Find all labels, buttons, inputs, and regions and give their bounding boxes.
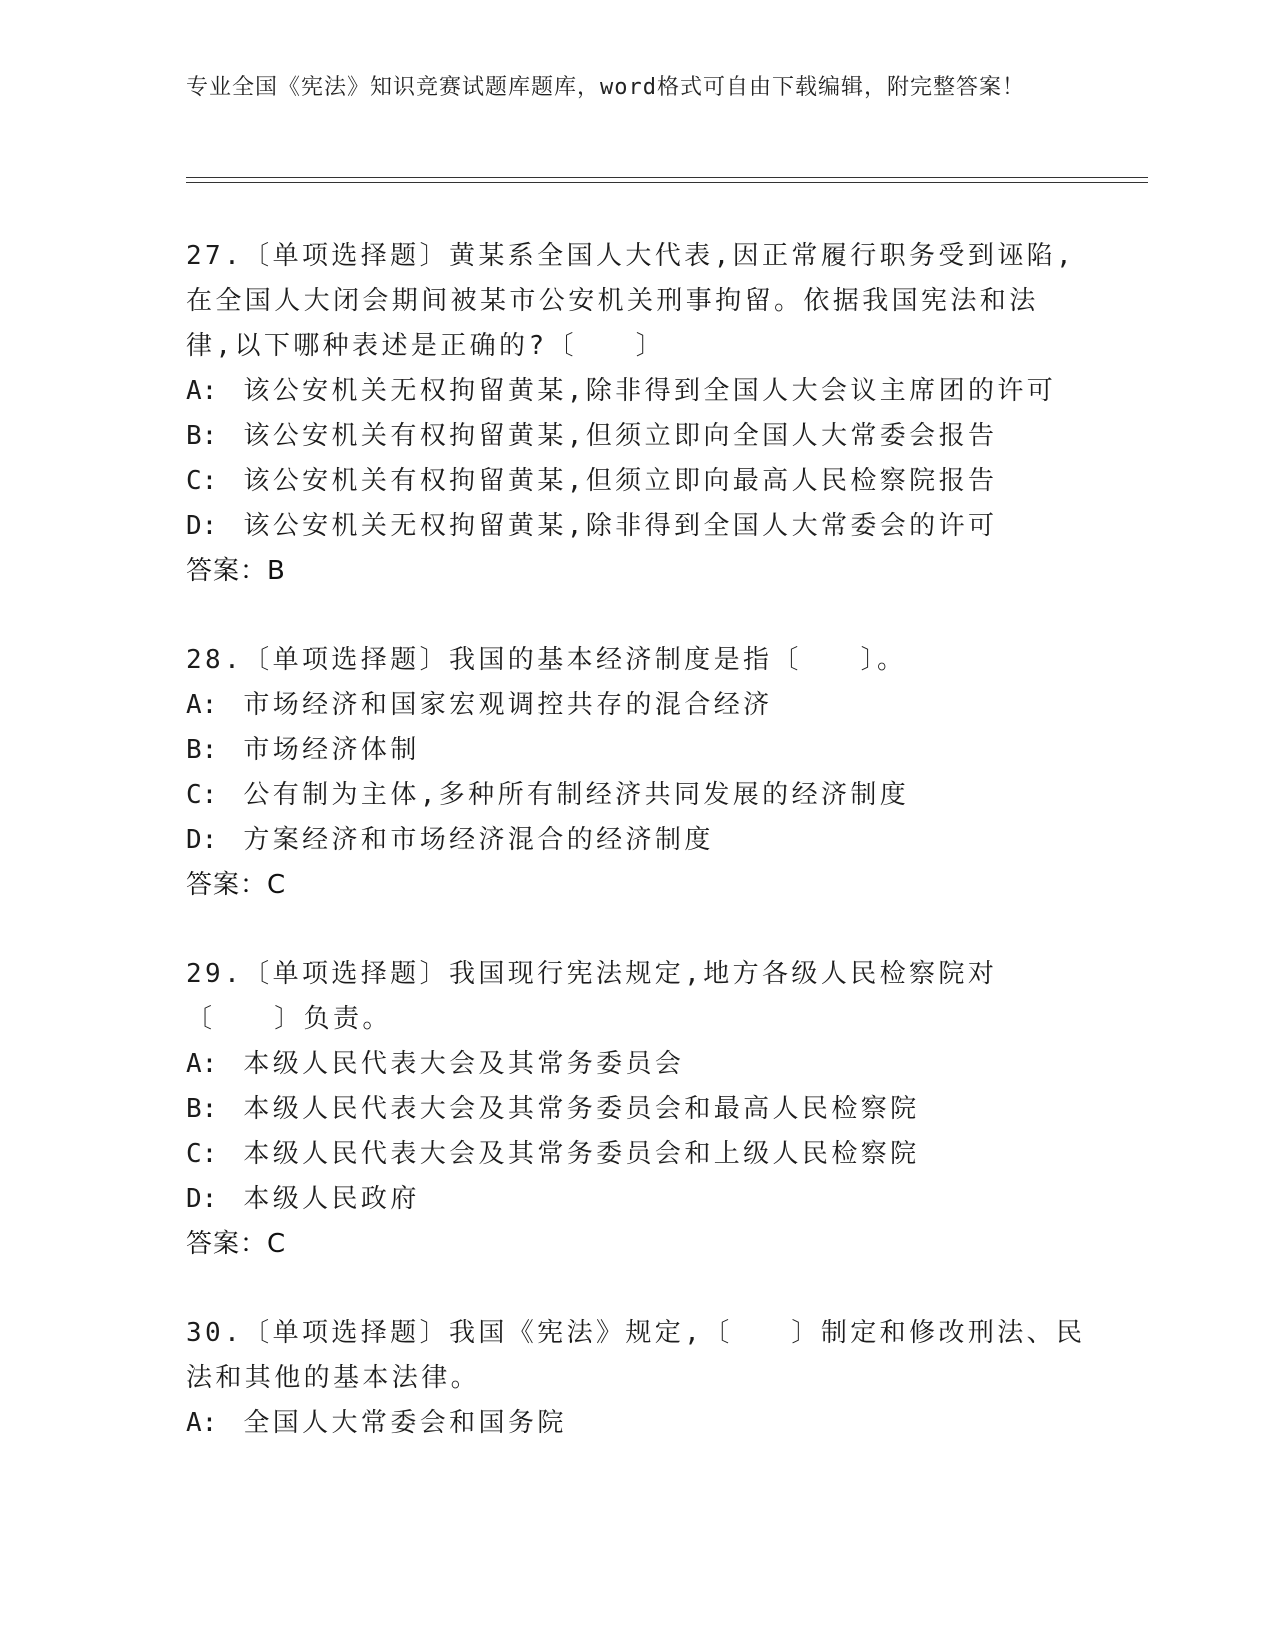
option-a [186,369,1086,414]
document-header: 专业全国《宪法》知识竞赛试题库题库，word格式可自由下载编辑，附完整答案！ [186,75,1025,100]
option-key: C: [186,466,218,496]
question-number: 29. [186,959,244,989]
option-key: A: [186,376,218,406]
question-list [186,234,1086,1490]
option-text: 公有制为主体,多种所有制经济共同发展的经济制度 [243,780,910,810]
question-stem [186,638,1086,683]
option-text: 该公安机关有权拘留黄某,但须立即向最高人民检察院报告 [243,466,998,496]
answer: 答案：C [186,870,287,900]
option-text: 市场经济和国家宏观调控共存的混合经济 [243,690,773,720]
option-a [186,1401,1086,1446]
option-key: D: [186,825,218,855]
header-rule-top [186,177,1148,178]
header-rule-bottom [186,182,1148,183]
option-key: B: [186,735,218,765]
option-text: 该公安机关无权拘留黄某,除非得到全国人大常委会的许可 [243,511,998,541]
option-text: 本级人民代表大会及其常务委员会和最高人民检察院 [243,1094,920,1124]
option-d [186,504,1086,549]
question-30 [186,1311,1086,1446]
question-number: 27. [186,241,244,271]
option-text: 本级人民代表大会及其常务委员会 [243,1049,685,1079]
option-d [186,1177,1086,1222]
question-stem [186,234,1086,369]
option-key: B: [186,1094,218,1124]
question-text: 〔单项选择题〕我国现行宪法规定,地方各级人民检察院对〔 〕负责。 [186,959,998,1034]
option-key: B: [186,421,218,451]
answer: 答案：C [186,1229,287,1259]
question-number: 28. [186,645,244,675]
question-28 [186,638,1086,908]
question-stem [186,952,1086,1042]
option-a [186,683,1086,728]
option-key: A: [186,690,218,720]
option-c [186,773,1086,818]
option-b [186,1087,1086,1132]
option-text: 本级人民政府 [243,1184,420,1214]
option-c [186,459,1086,504]
option-text: 本级人民代表大会及其常务委员会和上级人民检察院 [243,1139,920,1169]
question-text: 〔单项选择题〕我国《宪法》规定,〔 〕制定和修改刑法、民法和其他的基本法律。 [186,1318,1086,1393]
option-key: C: [186,1139,218,1169]
question-stem [186,1311,1086,1401]
option-b [186,414,1086,459]
option-text: 全国人大常委会和国务院 [243,1408,567,1438]
option-a [186,1042,1086,1087]
option-key: A: [186,1408,218,1438]
option-key: A: [186,1049,218,1079]
question-27 [186,234,1086,594]
option-text: 该公安机关无权拘留黄某,除非得到全国人大会议主席团的许可 [243,376,1057,406]
option-key: D: [186,511,218,541]
option-text: 该公安机关有权拘留黄某,但须立即向全国人大常委会报告 [243,421,998,451]
question-number: 30. [186,1318,244,1348]
option-b [186,728,1086,773]
question-text: 〔单项选择题〕黄某系全国人大代表,因正常履行职务受到诬陷,在全国人大闭会期间被某市公安机关刑事拘留。依据我国宪法和法律,以下哪种表述是正确的?〔 〕 [186,241,1076,361]
option-text: 方案经济和市场经济混合的经济制度 [243,825,714,855]
question-text: 〔单项选择题〕我国的基本经济制度是指〔 〕。 [243,645,907,675]
option-key: C: [186,780,218,810]
option-text: 市场经济体制 [243,735,420,765]
option-c [186,1132,1086,1177]
answer: 答案：B [186,556,286,586]
option-d [186,818,1086,863]
question-29 [186,952,1086,1267]
option-key: D: [186,1184,218,1214]
